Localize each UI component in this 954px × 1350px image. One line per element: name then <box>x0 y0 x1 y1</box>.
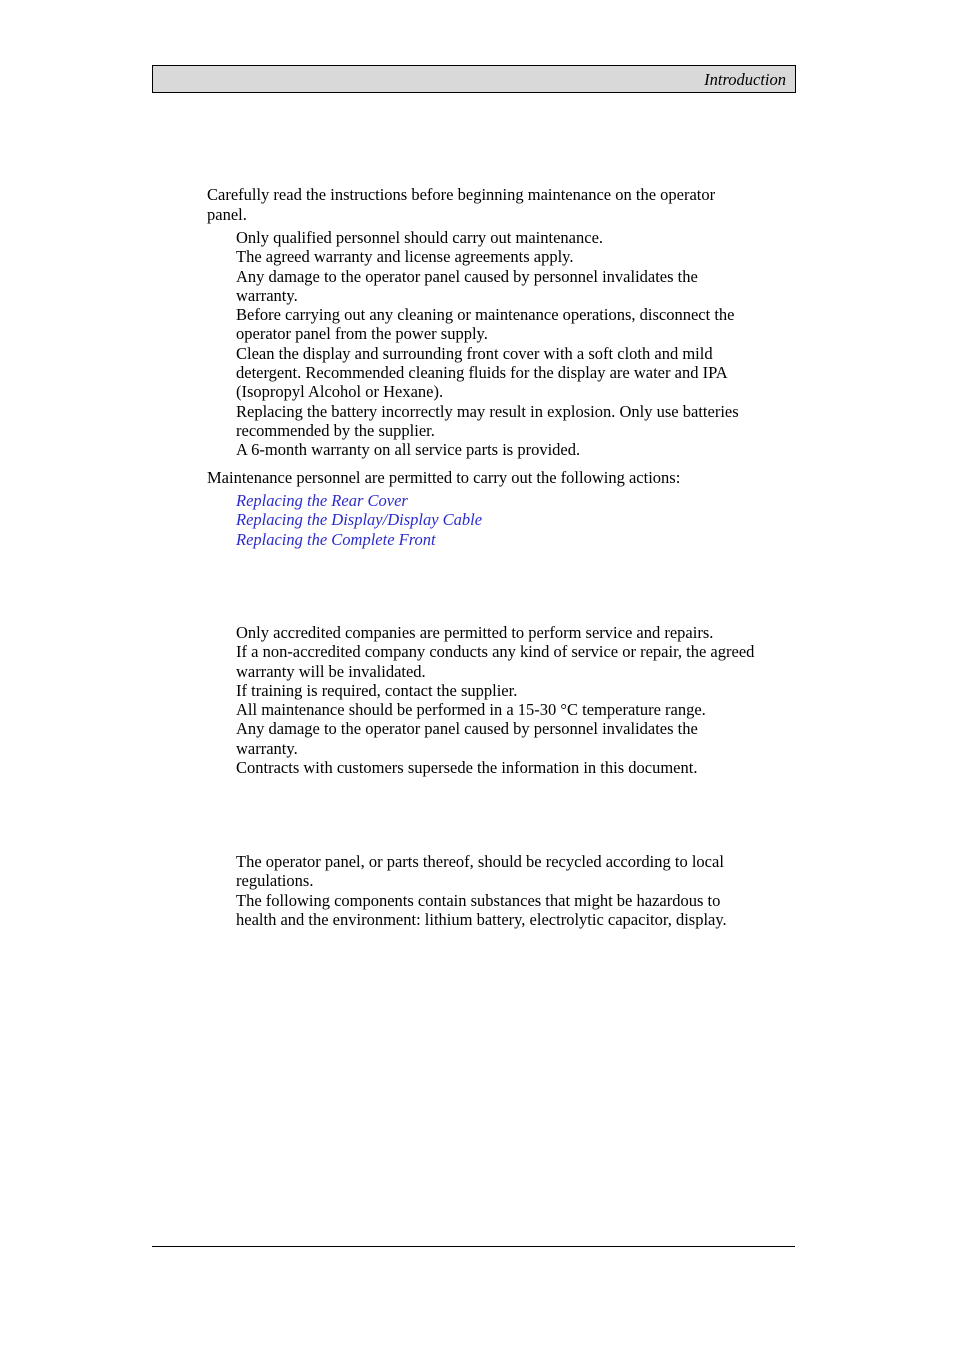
list-item: The agreed warranty and license agreements apply. <box>236 247 574 267</box>
actions-intro: Maintenance personnel are permitted to carry out the following actions: <box>207 468 681 487</box>
header-title: Introduction <box>704 70 786 89</box>
footer-rule <box>152 1246 795 1247</box>
list-item: Any damage to the operator panel caused by personnel invalidates the warranty. <box>236 266 698 305</box>
list-item: If training is required, contact the supplier. <box>236 680 518 700</box>
list-item: Clean the display and surrounding front cover with a soft cloth and mild detergent. Recommended cleaning fluids for the display are water and IPA (Isopropyl Alcohol or Hexane). <box>236 343 727 402</box>
list-item: Contracts with customers supersede the information in this document. <box>236 758 698 778</box>
link-replacing-complete-front[interactable]: Replacing the Complete Front <box>236 529 436 549</box>
recycling-list <box>236 852 736 929</box>
list-item: A 6-month warranty on all service parts is provided. <box>236 440 581 460</box>
list-item: Replacing the battery incorrectly may result in explosion. Only use batteries recommended by the supplier. <box>236 401 739 440</box>
list-item: If a non-accredited company conducts any kind of service or repair, the agreed warranty will be invalidated. <box>236 642 755 681</box>
actions-link-list <box>236 491 756 549</box>
link-replacing-display-cable[interactable]: Replacing the Display/Display Cable <box>236 510 483 530</box>
list-item: The operator panel, or parts thereof, should be recycled according to local regulations. <box>236 852 724 891</box>
service-list <box>236 623 756 777</box>
maintenance-list <box>236 228 746 460</box>
list-item: Only accredited companies are permitted to perform service and repairs. <box>236 623 714 642</box>
list-item: The following components contain substances that might be hazardous to health and the environment: lithium battery, electrolytic capacitor, display. <box>236 890 727 929</box>
list-item: Only qualified personnel should carry out maintenance. <box>236 228 604 247</box>
list-item: Before carrying out any cleaning or maintenance operations, disconnect the operator panel from the power supply. <box>236 305 735 344</box>
list-item: Any damage to the operator panel caused by personnel invalidates the warranty. <box>236 719 698 758</box>
link-replacing-rear-cover[interactable]: Replacing the Rear Cover <box>236 491 408 510</box>
page-header <box>152 65 796 93</box>
maintenance-intro: Carefully read the instructions before beginning maintenance on the operator panel. <box>207 185 716 224</box>
list-item: All maintenance should be performed in a 15-30 °C temperature range. <box>236 700 706 720</box>
